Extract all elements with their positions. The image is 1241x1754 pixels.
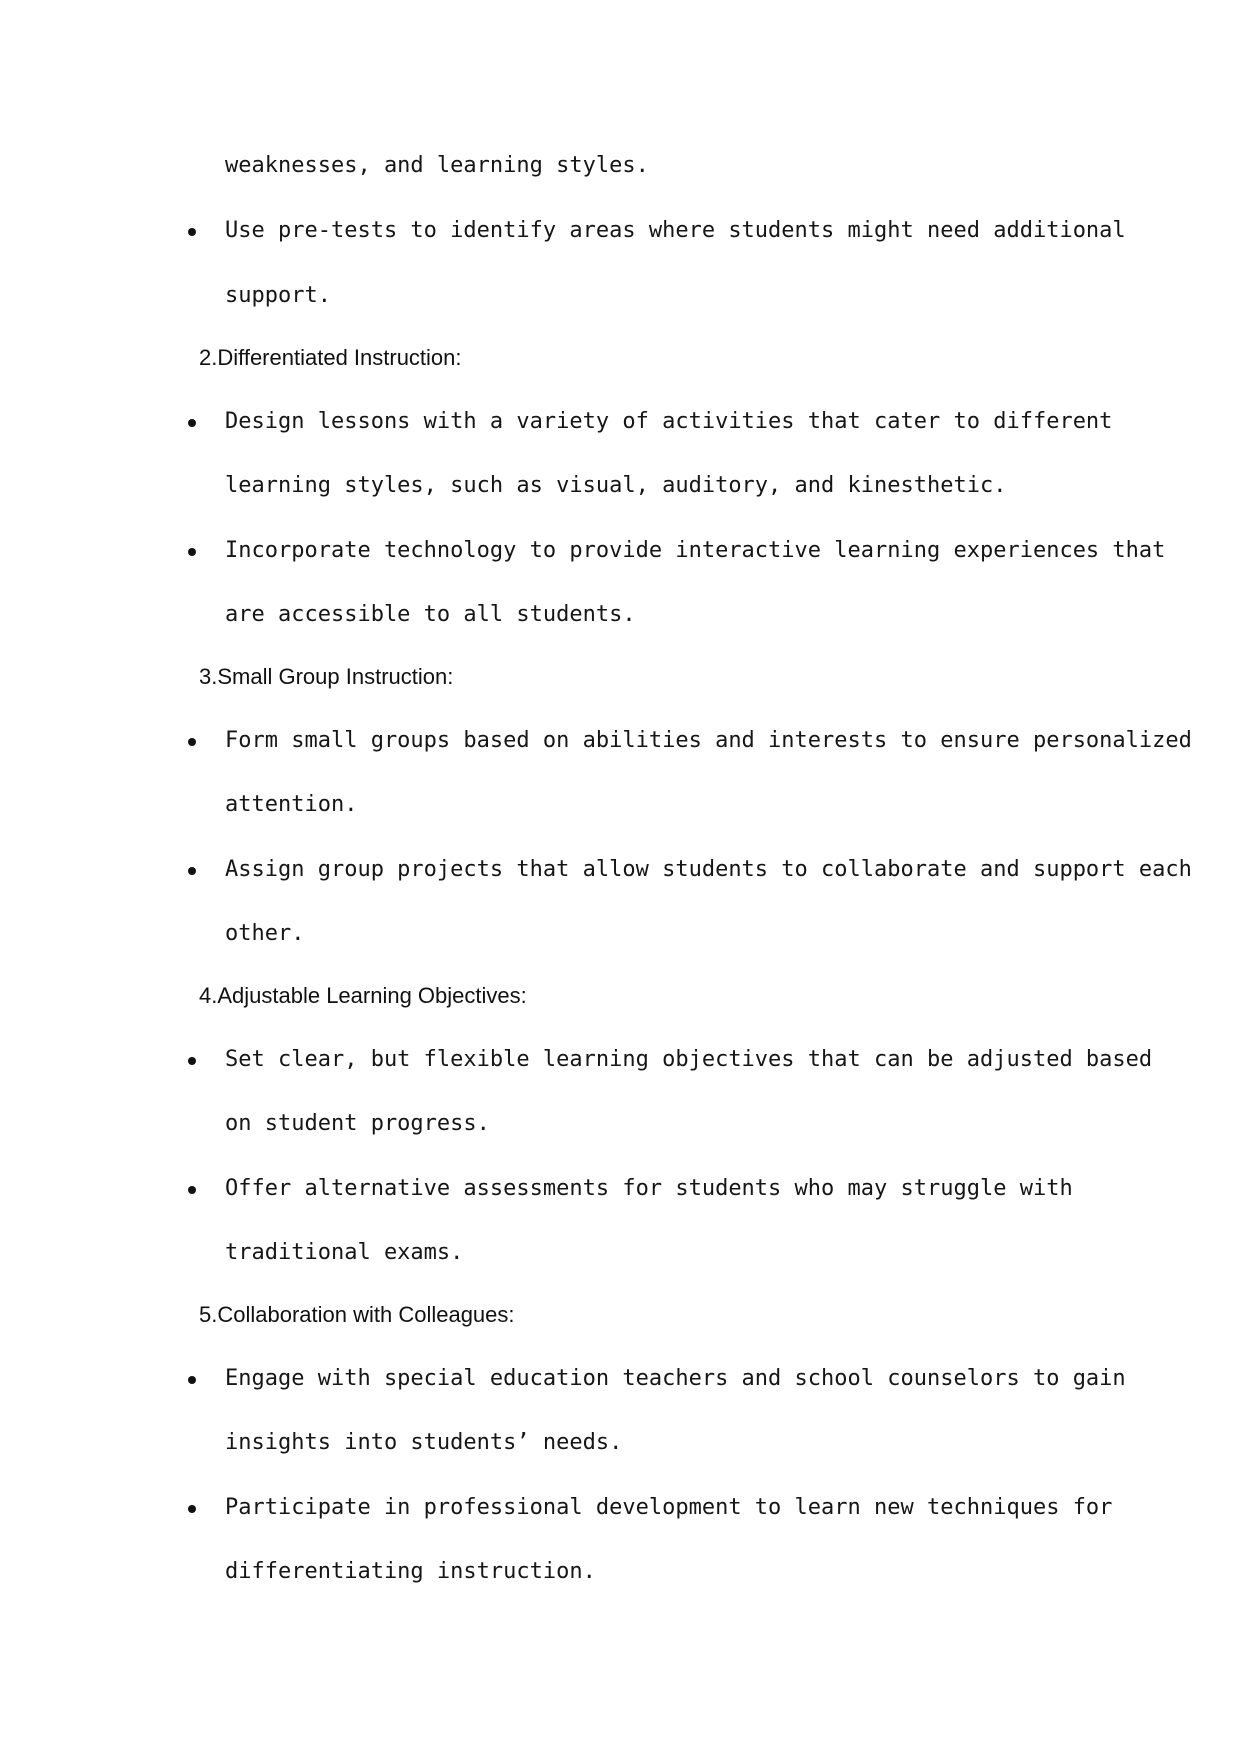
list-item-line: Participate in professional development to learn new techniques for <box>225 1495 1113 1520</box>
bullet-icon <box>188 1186 196 1194</box>
bullet-icon <box>188 228 196 236</box>
list-item-line: Engage with special education teachers and school counselors to gain <box>225 1366 1126 1391</box>
list-item-line: Incorporate technology to provide interactive learning experiences that <box>225 538 1166 563</box>
list-item-line: on student progress. <box>225 1111 490 1136</box>
section-heading: 5.Collaboration with Colleagues: <box>199 1302 515 1327</box>
bullet-icon <box>188 1057 196 1065</box>
list-item-line: Form small groups based on abilities and interests to ensure personalized <box>225 728 1192 753</box>
bullet-icon <box>188 419 196 427</box>
list-item-line: Assign group projects that allow students to collaborate and support each <box>225 857 1192 882</box>
bullet-icon <box>188 1376 196 1384</box>
list-item-line: support. <box>225 283 331 308</box>
section-heading: 2.Differentiated Instruction: <box>199 345 462 370</box>
list-item-line: other. <box>225 921 305 946</box>
list-item-line: differentiating instruction. <box>225 1559 596 1584</box>
list-item-line: are accessible to all students. <box>225 602 636 627</box>
list-item-line: insights into students’ needs. <box>225 1430 623 1455</box>
bullet-icon <box>188 548 196 556</box>
list-item-line: Set clear, but flexible learning objectives that can be adjusted based <box>225 1047 1153 1072</box>
section-heading: 3.Small Group Instruction: <box>199 664 454 689</box>
list-item-line: Design lessons with a variety of activities that cater to different <box>225 409 1113 434</box>
intro-continuation: weaknesses, and learning styles. <box>225 153 649 178</box>
list-item-line: Offer alternative assessments for students who may struggle with <box>225 1176 1073 1201</box>
section-heading: 4.Adjustable Learning Objectives: <box>199 983 527 1008</box>
list-item-line: learning styles, such as visual, auditory, and kinesthetic. <box>225 473 1007 498</box>
list-item-line: Use pre-tests to identify areas where students might need additional <box>225 218 1126 243</box>
list-item-line: attention. <box>225 792 358 817</box>
bullet-icon <box>188 867 196 875</box>
bullet-icon <box>188 1505 196 1513</box>
bullet-icon <box>188 738 196 746</box>
list-item-line: traditional exams. <box>225 1240 464 1265</box>
